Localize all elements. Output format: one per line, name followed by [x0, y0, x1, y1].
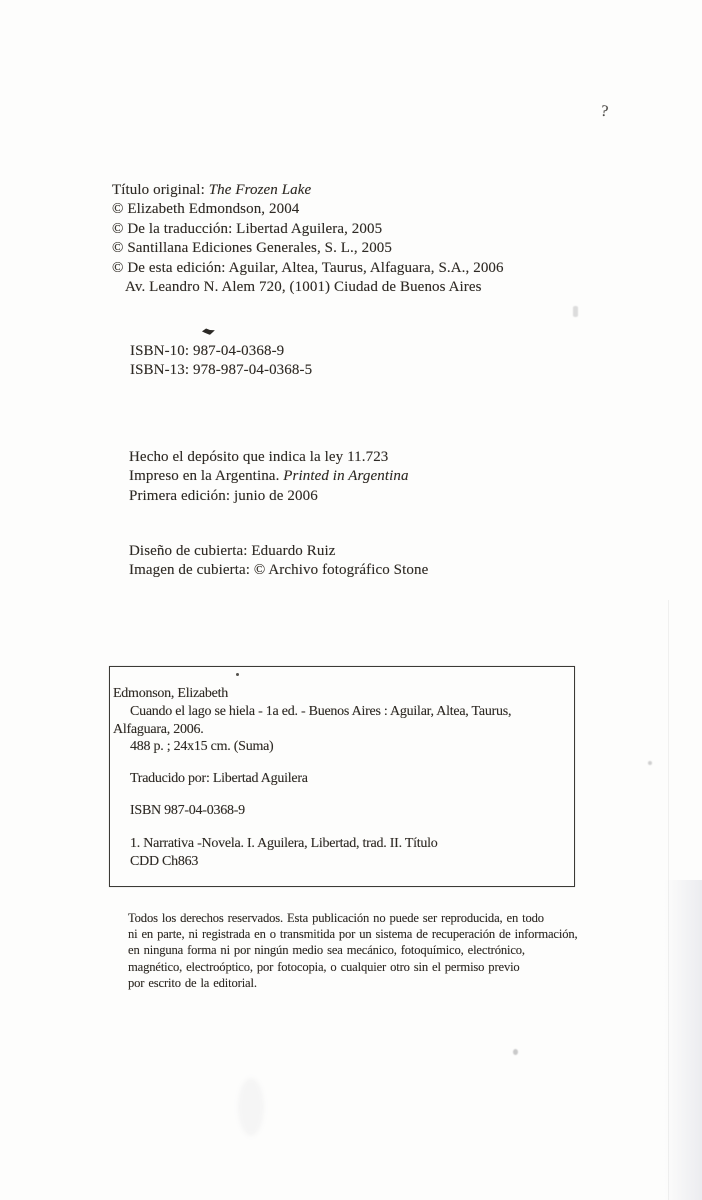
- ink-dot-above-cip-box: [236, 673, 239, 676]
- faint-scan-smudge: [238, 1078, 264, 1136]
- original-title-italic: The Frozen Lake: [208, 182, 312, 198]
- cip-isbn-line: ISBN 987-04-0368-9: [130, 803, 245, 818]
- isbn13-line: ISBN-13: 978-987-04-0368-5: [130, 362, 313, 379]
- copyright-block: [112, 181, 504, 297]
- ink-smudge-question-mark: ?: [600, 102, 610, 121]
- cip-physical-description-line: 488 p. ; 24x15 cm. (Suma): [130, 739, 274, 754]
- cip-subjects-line: 1. Narrativa -Novela. I. Aguilera, Libertad, trad. II. Título: [130, 836, 438, 851]
- printed-in-regular: Impreso en la Argentina.: [129, 468, 284, 485]
- cip-cdd-line: CDD Ch863: [130, 854, 199, 869]
- cip-title-continuation-line: Alfaguara, 2006.: [113, 722, 204, 737]
- cip-author-line: Edmonson, Elizabeth: [113, 686, 229, 701]
- rights-line-5: por escrito de la editorial.: [128, 975, 257, 990]
- cip-translator-line: Traducido por: Libertad Aguilera: [130, 771, 308, 786]
- copyright-line-santillana: © Santillana Ediciones Generales, S. L., 2005: [112, 240, 393, 257]
- deposit-law-line: Hecho el depósito que indica la ley 11.723: [129, 449, 389, 465]
- copyright-line-translation: © De la traducción: Libertad Aguilera, 2005: [112, 220, 383, 237]
- copyright-line-edition: © De esta edición: Aguilar, Altea, Taurus, Alfaguara, S.A., 2006: [112, 259, 504, 276]
- faint-scan-mark-right: [573, 306, 578, 317]
- legal-deposit-block: [129, 448, 409, 506]
- rights-notice-block: [128, 910, 578, 991]
- faint-scan-speck: [648, 761, 652, 765]
- printed-in-line: [129, 467, 409, 486]
- original-title-line: [112, 181, 504, 200]
- publisher-address-line: Av. Leandro N. Alem 720, (1001) Ciudad de Buenos Aires: [125, 279, 482, 296]
- rights-line-4: magnético, electroóptico, por fotocopia, o cualquier otro sin el permiso previo: [128, 959, 520, 974]
- scan-edge-shadow: [664, 880, 702, 1200]
- printed-in-italic: Printed in Argentina: [283, 468, 409, 485]
- cover-credits-block: [129, 542, 428, 581]
- cover-image-line: Imagen de cubierta: © Archivo fotográfico Stone: [129, 562, 429, 579]
- rights-line-3: en ninguna forma ni por ningún medio sea mecánico, fotoquímico, electrónico,: [128, 943, 525, 958]
- faint-scan-mark-bottom: [513, 1049, 518, 1055]
- cover-design-line: Diseño de cubierta: Eduardo Ruiz: [129, 543, 336, 559]
- rights-line-2: ni en parte, ni registrada en o transmitida por un sistema de recuperación de información,: [128, 927, 578, 942]
- first-edition-line: Primera edición: junio de 2006: [129, 487, 318, 504]
- original-title-label: Título original:: [112, 182, 209, 198]
- isbn10-line: ISBN-10: 987-04-0368-9: [130, 343, 285, 359]
- isbn-block: [130, 342, 312, 381]
- rights-line-1: Todos los derechos reservados. Esta publicación no puede ser reproducida, en todo: [128, 911, 544, 925]
- copyright-line-author: © Elizabeth Edmondson, 2004: [112, 201, 300, 218]
- cip-catalog-box: [109, 666, 575, 887]
- ink-smudge-tick: [202, 327, 216, 335]
- cip-title-line: Cuando el lago se hiela - 1a ed. - Buenos Aires : Aguilar, Altea, Taurus,: [130, 704, 512, 719]
